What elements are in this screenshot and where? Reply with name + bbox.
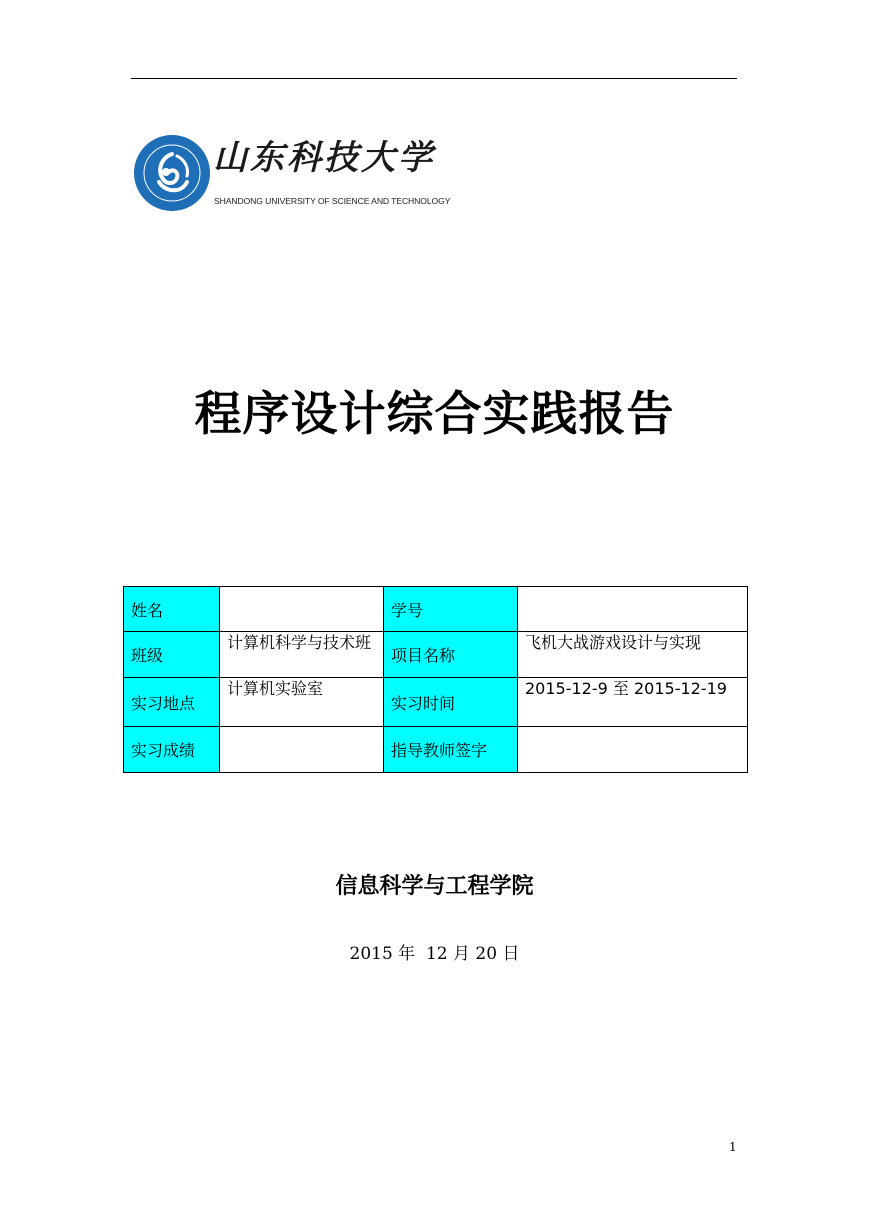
table-row <box>124 632 748 678</box>
student-id-value <box>518 587 748 632</box>
location-value: 计算机实验室 <box>220 678 384 727</box>
name-value <box>220 587 384 632</box>
university-name-en: SHANDONG UNIVERSITY OF SCIENCE AND TECHNOLOGY <box>214 196 451 206</box>
table-row <box>124 587 748 632</box>
class-value: 计算机科学与技术班 <box>220 632 384 678</box>
project-name-label: 项目名称 <box>384 632 518 678</box>
grade-value <box>220 727 384 773</box>
college-name: 信息科学与工程学院 <box>335 874 534 899</box>
university-name-cn: 山东科技大学 <box>213 138 435 178</box>
page-number: 1 <box>729 1140 737 1154</box>
instructor-signature-value <box>518 727 748 773</box>
project-name-value: 飞机大战游戏设计与实现 <box>518 632 748 678</box>
university-emblem-icon <box>133 134 211 212</box>
grade-label: 实习成绩 <box>124 727 220 773</box>
name-label: 姓名 <box>124 587 220 632</box>
university-logo <box>133 133 453 215</box>
location-label: 实习地点 <box>124 678 220 727</box>
info-table <box>123 586 748 773</box>
header-rule <box>131 78 737 79</box>
report-title: 程序设计综合实践报告 <box>194 387 675 442</box>
table-row <box>124 678 748 727</box>
student-id-label: 学号 <box>384 587 518 632</box>
class-label: 班级 <box>124 632 220 678</box>
instructor-signature-label: 指导教师签字 <box>384 727 518 773</box>
table-row <box>124 727 748 773</box>
report-date: 2015 年 12 月 20 日 <box>349 944 520 964</box>
period-label: 实习时间 <box>384 678 518 727</box>
period-value: 2015-12-9 至 2015-12-19 <box>518 678 748 727</box>
